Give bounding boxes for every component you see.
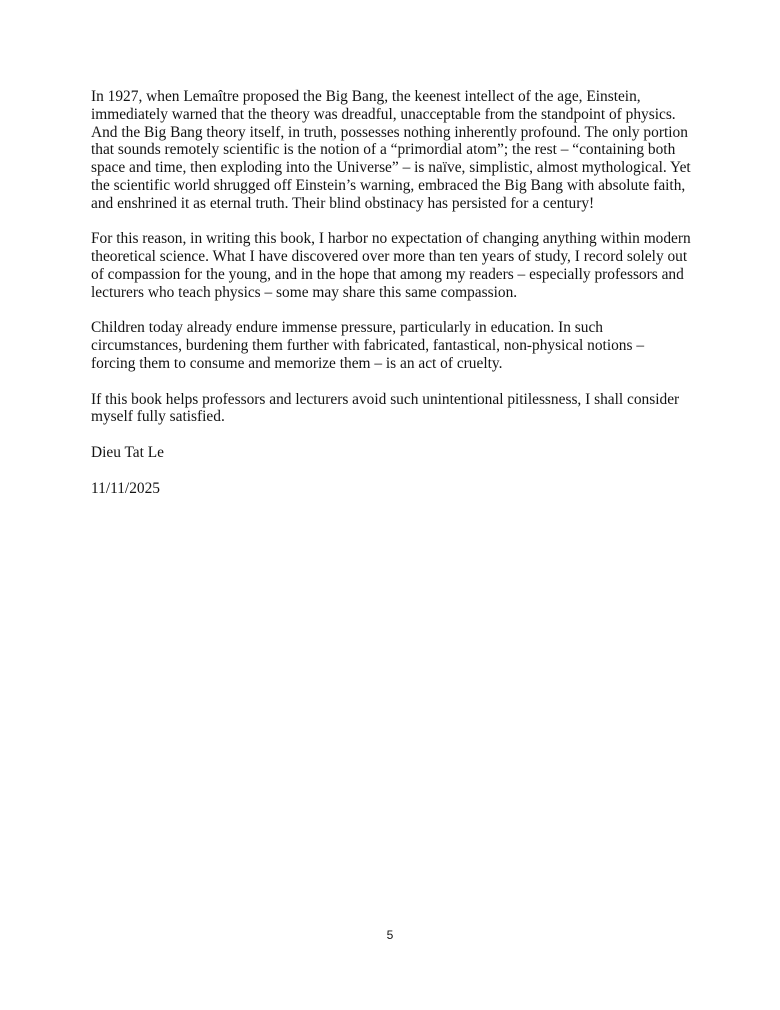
paragraph-3: Children today already endure immense pressure, particularly in education. In such circumstances, burdening them further with fabricated, fantastical, non-physical notions – forcing them to consume and memorize them – is an act of cruelty.: [91, 319, 645, 372]
signature-line: Dieu Tat Le: [91, 443, 164, 461]
page-footer: [0, 928, 780, 942]
document-body: [91, 88, 691, 515]
page-number: 5: [386, 928, 394, 942]
paragraph-4: If this book helps professors and lecturers avoid such unintentional pitilessness, I shall consider myself fully satisfied.: [91, 390, 680, 426]
date-line: 11/11/2025: [91, 479, 160, 497]
paragraph-1: In 1927, when Lemaître proposed the Big Bang, the keenest intellect of the age, Einstein, immediately warned that the theory was dreadful, unacceptable from the standpoint of physics. And the Big Bang theory itself, in truth, possesses nothing inherently profound. The only portion that sounds remotely scientific is the notion of a “primordial atom”; the rest – “containing both space and time, then exploding into the Universe” – is naïve, simplistic, almost mythological. Yet the scientific world shrugged off Einstein’s warning, embraced the Big Bang with absolute faith, and enshrined it as eternal truth. Their blind obstinacy has persisted for a century!: [91, 88, 691, 212]
paragraph-2: For this reason, in writing this book, I harbor no expectation of changing anything within modern theoretical science. What I have discovered over more than ten years of study, I record solely out of compassion for the young, and in the hope that among my readers – especially professors and lecturers who teach physics – some may share this same compassion.: [91, 230, 691, 301]
